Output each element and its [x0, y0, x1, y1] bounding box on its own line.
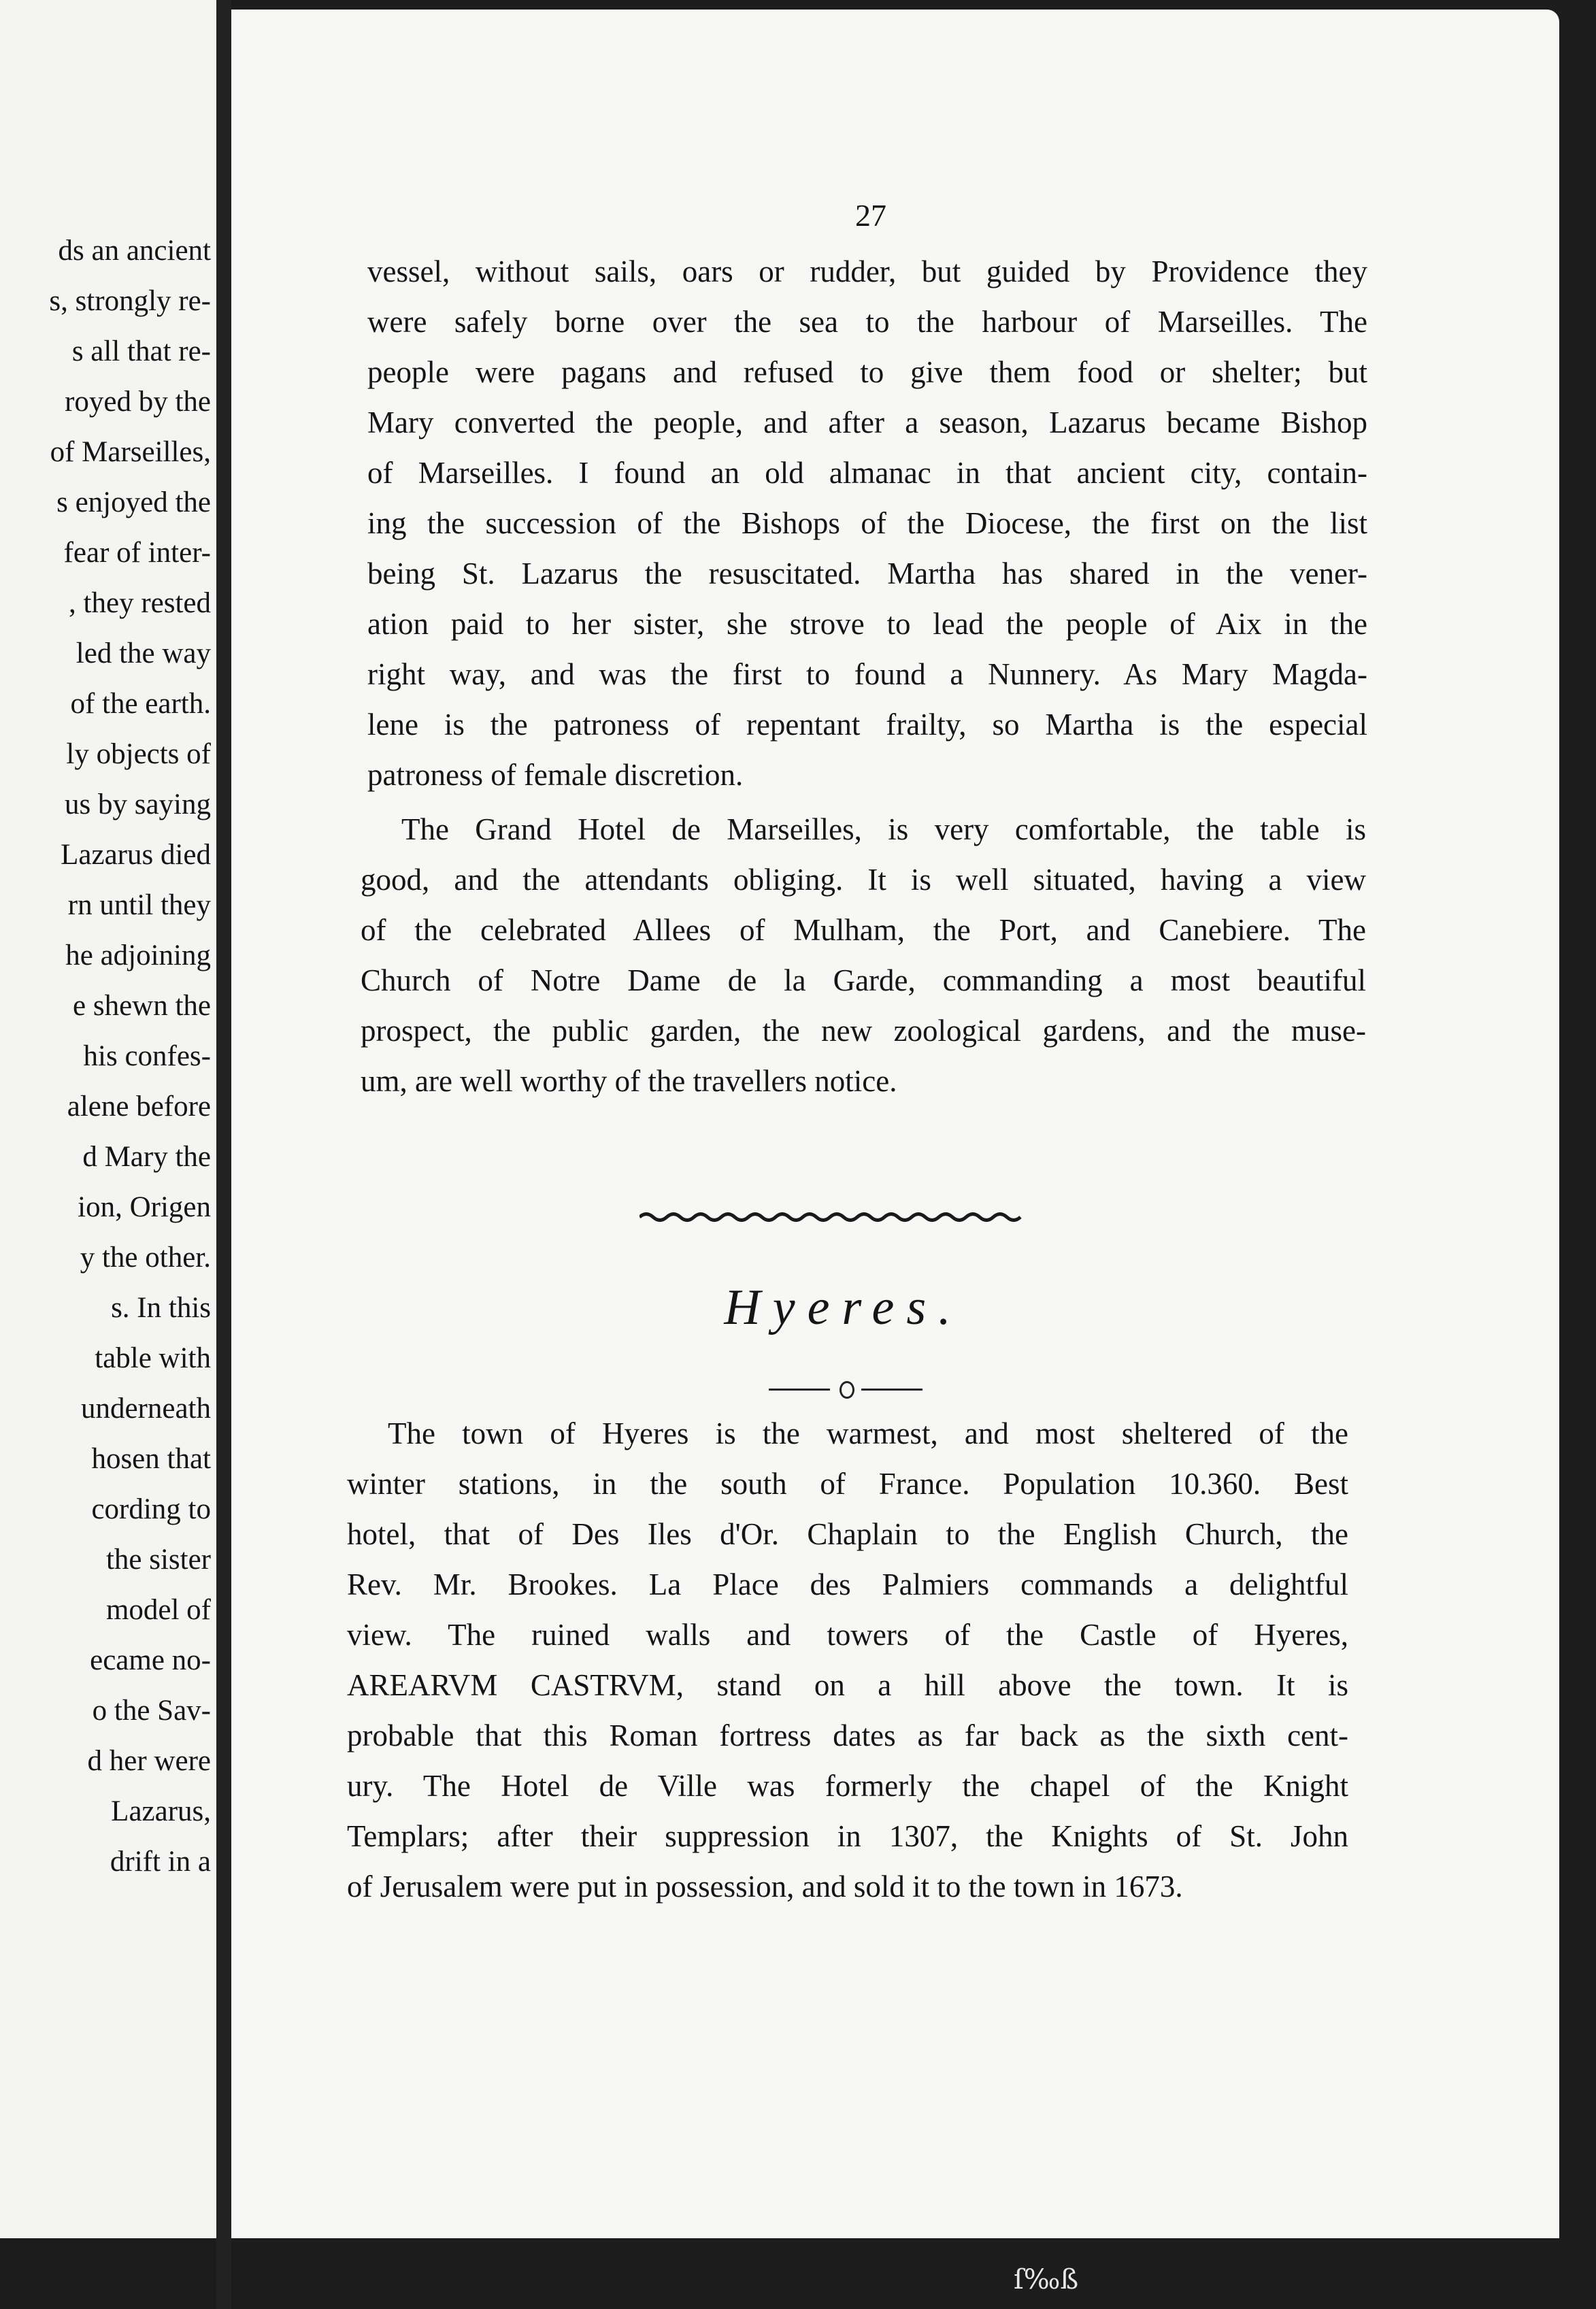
left-page-line: his confes- [83, 1040, 211, 1072]
left-page-line: of the earth. [70, 688, 211, 720]
text-line: being St. Lazarus the resuscitated. Martha has shared in the vener- [367, 557, 1367, 591]
text-line: Church of Notre Dame de la Garde, commanding a most beautiful [361, 963, 1366, 997]
left-page-line: led the way [76, 637, 211, 669]
text-line: The Grand Hotel de Marseilles, is very comfortable, the table is [401, 812, 1366, 846]
left-page-line: s. In this [111, 1292, 211, 1324]
text-line: Rev. Mr. Brookes. La Place des Palmiers commands a delightful [347, 1567, 1348, 1601]
left-page-line: royed by the [65, 386, 211, 418]
left-page-line: s, strongly re- [49, 285, 211, 317]
left-page-line: the sister [105, 1544, 211, 1576]
text-line: Templars; after their suppression in 1307, the Knights of St. John [347, 1819, 1348, 1853]
left-page-line: ion, Origen [78, 1191, 211, 1223]
text-line: The town of Hyeres is the warmest, and most sheltered of the [388, 1416, 1348, 1450]
text-line: of Jerusalem were put in possession, and sold it to the town in 1673. [347, 1870, 1183, 1904]
left-page-line: s enjoyed the [56, 486, 211, 518]
text-line: good, and the attendants obliging. It is well situated, having a view [361, 863, 1366, 897]
left-page-line: e shewn the [73, 990, 211, 1022]
page-number: 27 [855, 198, 886, 233]
left-page-line: cording to [91, 1493, 211, 1525]
left-page-line: of Marseilles, [50, 436, 211, 468]
left-page-line: fear of inter- [63, 537, 211, 569]
left-page-line: Lazarus, [111, 1795, 211, 1827]
left-page-line: , they rested [69, 587, 211, 619]
text-line: ing the succession of the Bishops of the Diocese, the first on the list [367, 506, 1367, 540]
left-page-line: model of [105, 1594, 211, 1626]
section-title: Hyeres. [724, 1280, 963, 1335]
text-line: winter stations, in the south of France. Population 10.360. Best [347, 1467, 1348, 1501]
text-line: um, are well worthy of the travellers notice. [361, 1064, 897, 1098]
left-page-line: he adjoining [65, 940, 211, 971]
text-line: were safely borne over the sea to the harbour of Marseilles. The [367, 305, 1367, 339]
left-page-line: d Mary the [82, 1141, 211, 1173]
bottom-mark: ſ‰ß [1014, 2264, 1079, 2295]
left-page-line: ds an ancient [58, 235, 211, 267]
text-line: of Marseilles. I found an old almanac in that ancient city, contain- [367, 456, 1367, 490]
left-page-line: ly objects of [66, 738, 211, 770]
text-line: hotel, that of Des Iles d'Or. Chaplain to the English Church, the [347, 1517, 1348, 1551]
left-page-line: rn until they [67, 889, 211, 921]
text-line: AREARVM CASTRVM, stand on a hill above the town. It is [347, 1668, 1348, 1702]
left-page-line: o the Sav- [92, 1695, 211, 1727]
wave-divider [639, 1211, 1048, 1223]
text-line: vessel, without sails, oars or rudder, but guided by Providence they [367, 254, 1367, 288]
text-line: probable that this Roman fortress dates as far back as the sixth cent- [347, 1718, 1348, 1752]
text-line: ation paid to her sister, she strove to lead the people of Aix in the [367, 607, 1367, 641]
text-line: ury. The Hotel de Ville was formerly the chapel of the Knight [347, 1769, 1348, 1803]
ornament-circle [839, 1381, 854, 1399]
text-line: right way, and was the first to found a Nunnery. As Mary Magda- [367, 657, 1367, 691]
left-page-line: table with [95, 1342, 211, 1374]
left-page-line: underneath [80, 1393, 211, 1425]
text-line: patroness of female discretion. [367, 758, 744, 792]
left-page-line: hosen that [91, 1443, 211, 1475]
text-line: view. The ruined walls and towers of the Castle of Hyeres, [347, 1618, 1348, 1652]
left-page-line: Lazarus died [61, 839, 211, 871]
left-page-line: s all that re- [71, 335, 211, 367]
text-line: people were pagans and refused to give them food or shelter; but [367, 355, 1367, 389]
left-page [0, 0, 216, 2238]
book-spine [216, 0, 231, 2309]
text-line: prospect, the public garden, the new zoological gardens, and the muse- [361, 1014, 1366, 1048]
left-page-line: ecame no- [90, 1644, 211, 1676]
left-page-line: d her were [87, 1745, 211, 1777]
text-line: lene is the patroness of repentant frailty, so Martha is the especial [367, 708, 1367, 742]
left-page-line: y the other. [80, 1242, 211, 1274]
left-page-line: us by saying [65, 788, 211, 820]
text-line: Mary converted the people, and after a season, Lazarus became Bishop [367, 405, 1367, 439]
left-page-line: drift in a [110, 1846, 211, 1878]
title-ornament [769, 1376, 925, 1403]
left-page-line: alene before [67, 1091, 211, 1123]
text-line: of the celebrated Allees of Mulham, the Port, and Canebiere. The [361, 913, 1366, 947]
